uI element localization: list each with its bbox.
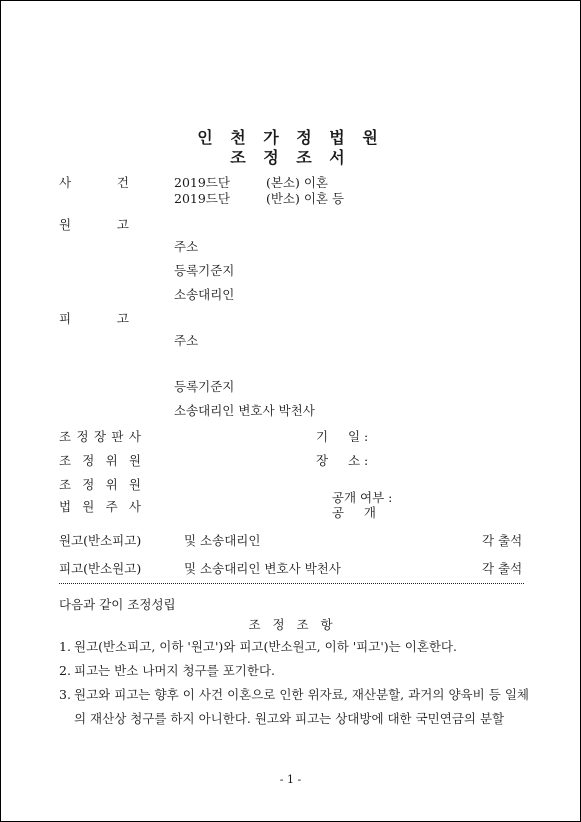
attendance-who: 및 소송대리인 변호사 박천사 [184, 561, 341, 576]
case-line-1 [174, 175, 328, 190]
page-number: - 1 - [279, 773, 302, 786]
plaintiff-address-label: 주소 [174, 239, 199, 254]
mediator-1-label: 조 정 위 원 [59, 453, 141, 468]
defendant-registry-label: 등록기준지 [174, 379, 235, 394]
clerk-label: 법 원 주 사 [59, 499, 141, 514]
attendance-party: 원고(반소피고) [59, 533, 142, 548]
mediator-2-label: 조 정 위 원 [59, 477, 141, 492]
clause-item: 3. 원고와 피고는 향후 이 사건 이혼으로 인한 위자료, 재산분할, 과거의 양육비 등 일체의 재산상 청구를 하지 아니한다. 원고와 피고는 상대방에 대한 국민연금의 분할 [59, 687, 529, 726]
attendance-party: 피고(반소원고) [59, 561, 142, 576]
case-number: 2019드단 [174, 191, 230, 206]
clauses-title: 조 정 조 항 [248, 617, 333, 632]
hearing-date-label: 기 일 : [316, 429, 369, 444]
attendance-status: 각 출석 [482, 561, 523, 576]
clause-item: 1. 원고(반소피고, 이하 '원고')와 피고(반소원고, 이하 '피고')는 이혼한다. [59, 639, 457, 654]
case-kind: (반소) [265, 191, 300, 206]
plaintiff-registry-label: 등록기준지 [174, 263, 235, 278]
case-number: 2019드단 [174, 175, 230, 190]
judge-label: 조 정 장 판 사 [59, 429, 141, 444]
court-name: 인 천 가 정 법 원 [197, 128, 384, 147]
attendance-who: 및 소송대리인 [184, 533, 261, 548]
hearing-place-label: 장 소 : [316, 453, 369, 468]
defendant-agent-label: 소송대리인 변호사 박천사 [174, 403, 315, 418]
public-status: 공개 여부 : 공 개 [331, 490, 393, 520]
clause-item: 2. 피고는 반소 나머지 청구를 포기한다. [59, 663, 275, 678]
case-title: 이혼 등 [303, 191, 345, 206]
plaintiff-agent-label: 소송대리인 [174, 287, 235, 302]
case-title: 이혼 [303, 175, 328, 190]
intro-text: 다음과 같이 조정성립 [59, 597, 176, 612]
document-title: 조 정 조 서 [230, 148, 351, 167]
attendance-status: 각 출석 [482, 533, 523, 548]
dotted-divider [59, 583, 524, 584]
case-label: 사 건 [59, 175, 129, 190]
plaintiff-label: 원 고 [59, 217, 129, 232]
case-kind: (본소) [265, 175, 300, 190]
defendant-address-label: 주소 [174, 333, 199, 348]
case-line-2 [174, 191, 344, 206]
defendant-label: 피 고 [59, 311, 129, 326]
